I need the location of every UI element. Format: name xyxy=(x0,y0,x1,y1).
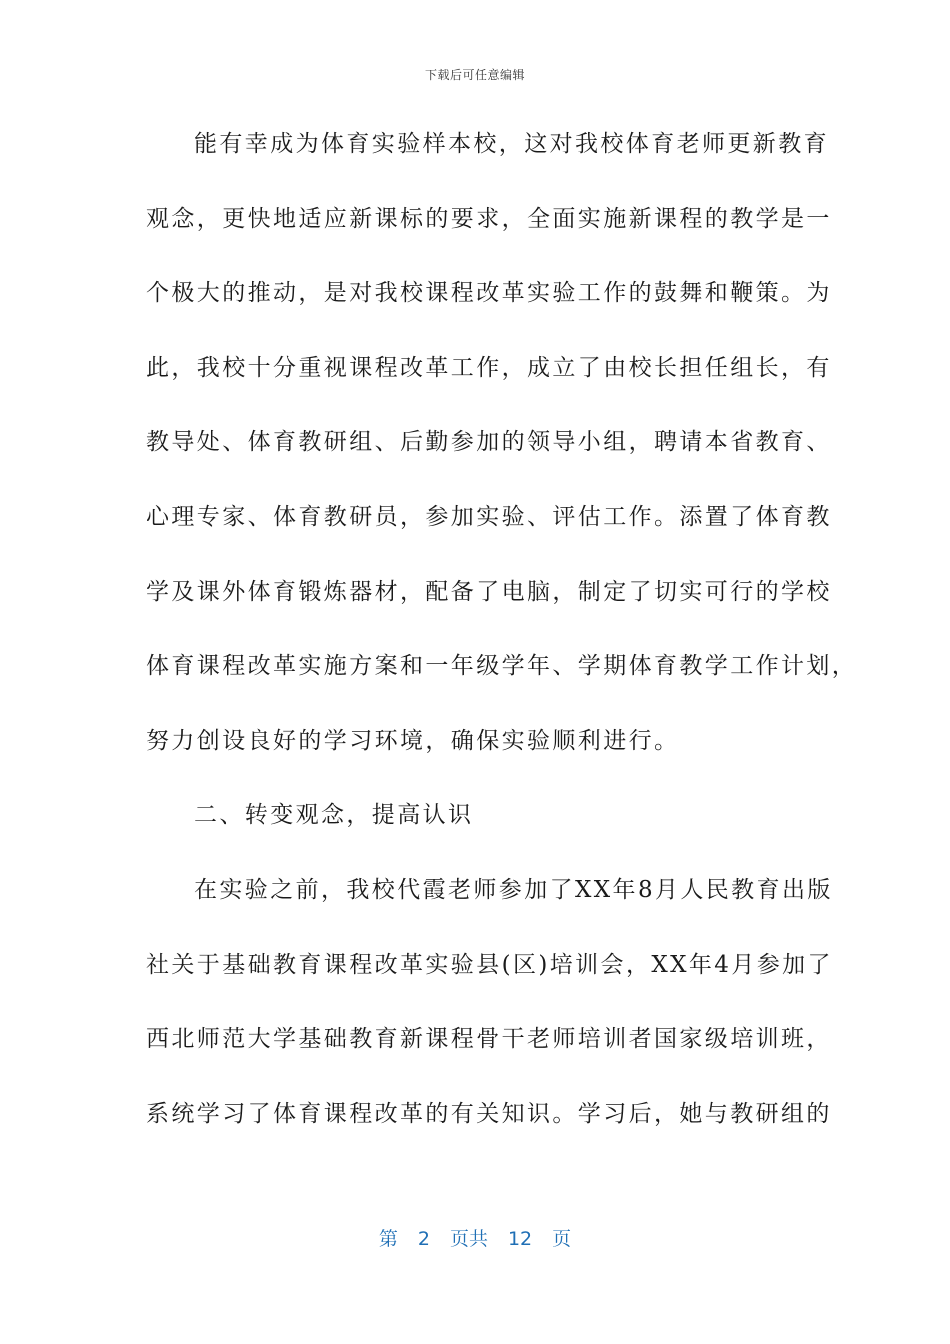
paragraph-line: 努力创设良好的学习环境，确保实验顺利进行。 xyxy=(146,727,680,754)
paragraph-line: 心理专家、体育教研员，参加实验、评估工作。添置了体育教 xyxy=(146,503,832,530)
paragraph-line: 体育课程改革实施方案和一年级学年、学期体育教学工作计划， xyxy=(146,653,858,680)
section-heading: 二、转变观念，提高认识 xyxy=(194,802,474,829)
total-page-count: 12 xyxy=(507,1228,533,1250)
footer-prefix: 第 xyxy=(378,1228,398,1250)
paragraph-line: 西北师范大学基础教育新课程骨干老师培训者国家级培训班， xyxy=(146,1026,832,1053)
current-page-number: 2 xyxy=(417,1228,430,1250)
page-footer xyxy=(0,1224,950,1251)
footer-middle: 页共 xyxy=(449,1228,488,1250)
paragraph-line: 系统学习了体育课程改革的有关知识。学习后，她与教研组的 xyxy=(146,1100,832,1127)
paragraph-line: 在实验之前，我校代霞老师参加了XX年8月人民教育出版 xyxy=(194,876,833,903)
footer-suffix: 页 xyxy=(552,1228,572,1250)
page-header: 下载后可任意编辑 xyxy=(424,68,525,82)
paragraph-line: 社关于基础教育课程改革实验县(区)培训会，XX年4月参加了 xyxy=(146,951,833,978)
paragraph-line: 个极大的推动，是对我校课程改革实验工作的鼓舞和鞭策。为 xyxy=(146,280,832,307)
document-body xyxy=(146,118,858,1162)
paragraph-line: 学及课外体育锻炼器材，配备了电脑，制定了切实可行的学校 xyxy=(146,578,832,605)
paragraph-line: 此，我校十分重视课程改革工作，成立了由校长担任组长，有 xyxy=(146,354,832,381)
paragraph-line: 教导处、体育教研组、后勤参加的领导小组，聘请本省教育、 xyxy=(146,429,832,456)
paragraph-line: 观念，更快地适应新课标的要求，全面实施新课程的教学是一 xyxy=(146,205,832,232)
paragraph-line: 能有幸成为体育实验样本校，这对我校体育老师更新教育 xyxy=(194,131,829,157)
